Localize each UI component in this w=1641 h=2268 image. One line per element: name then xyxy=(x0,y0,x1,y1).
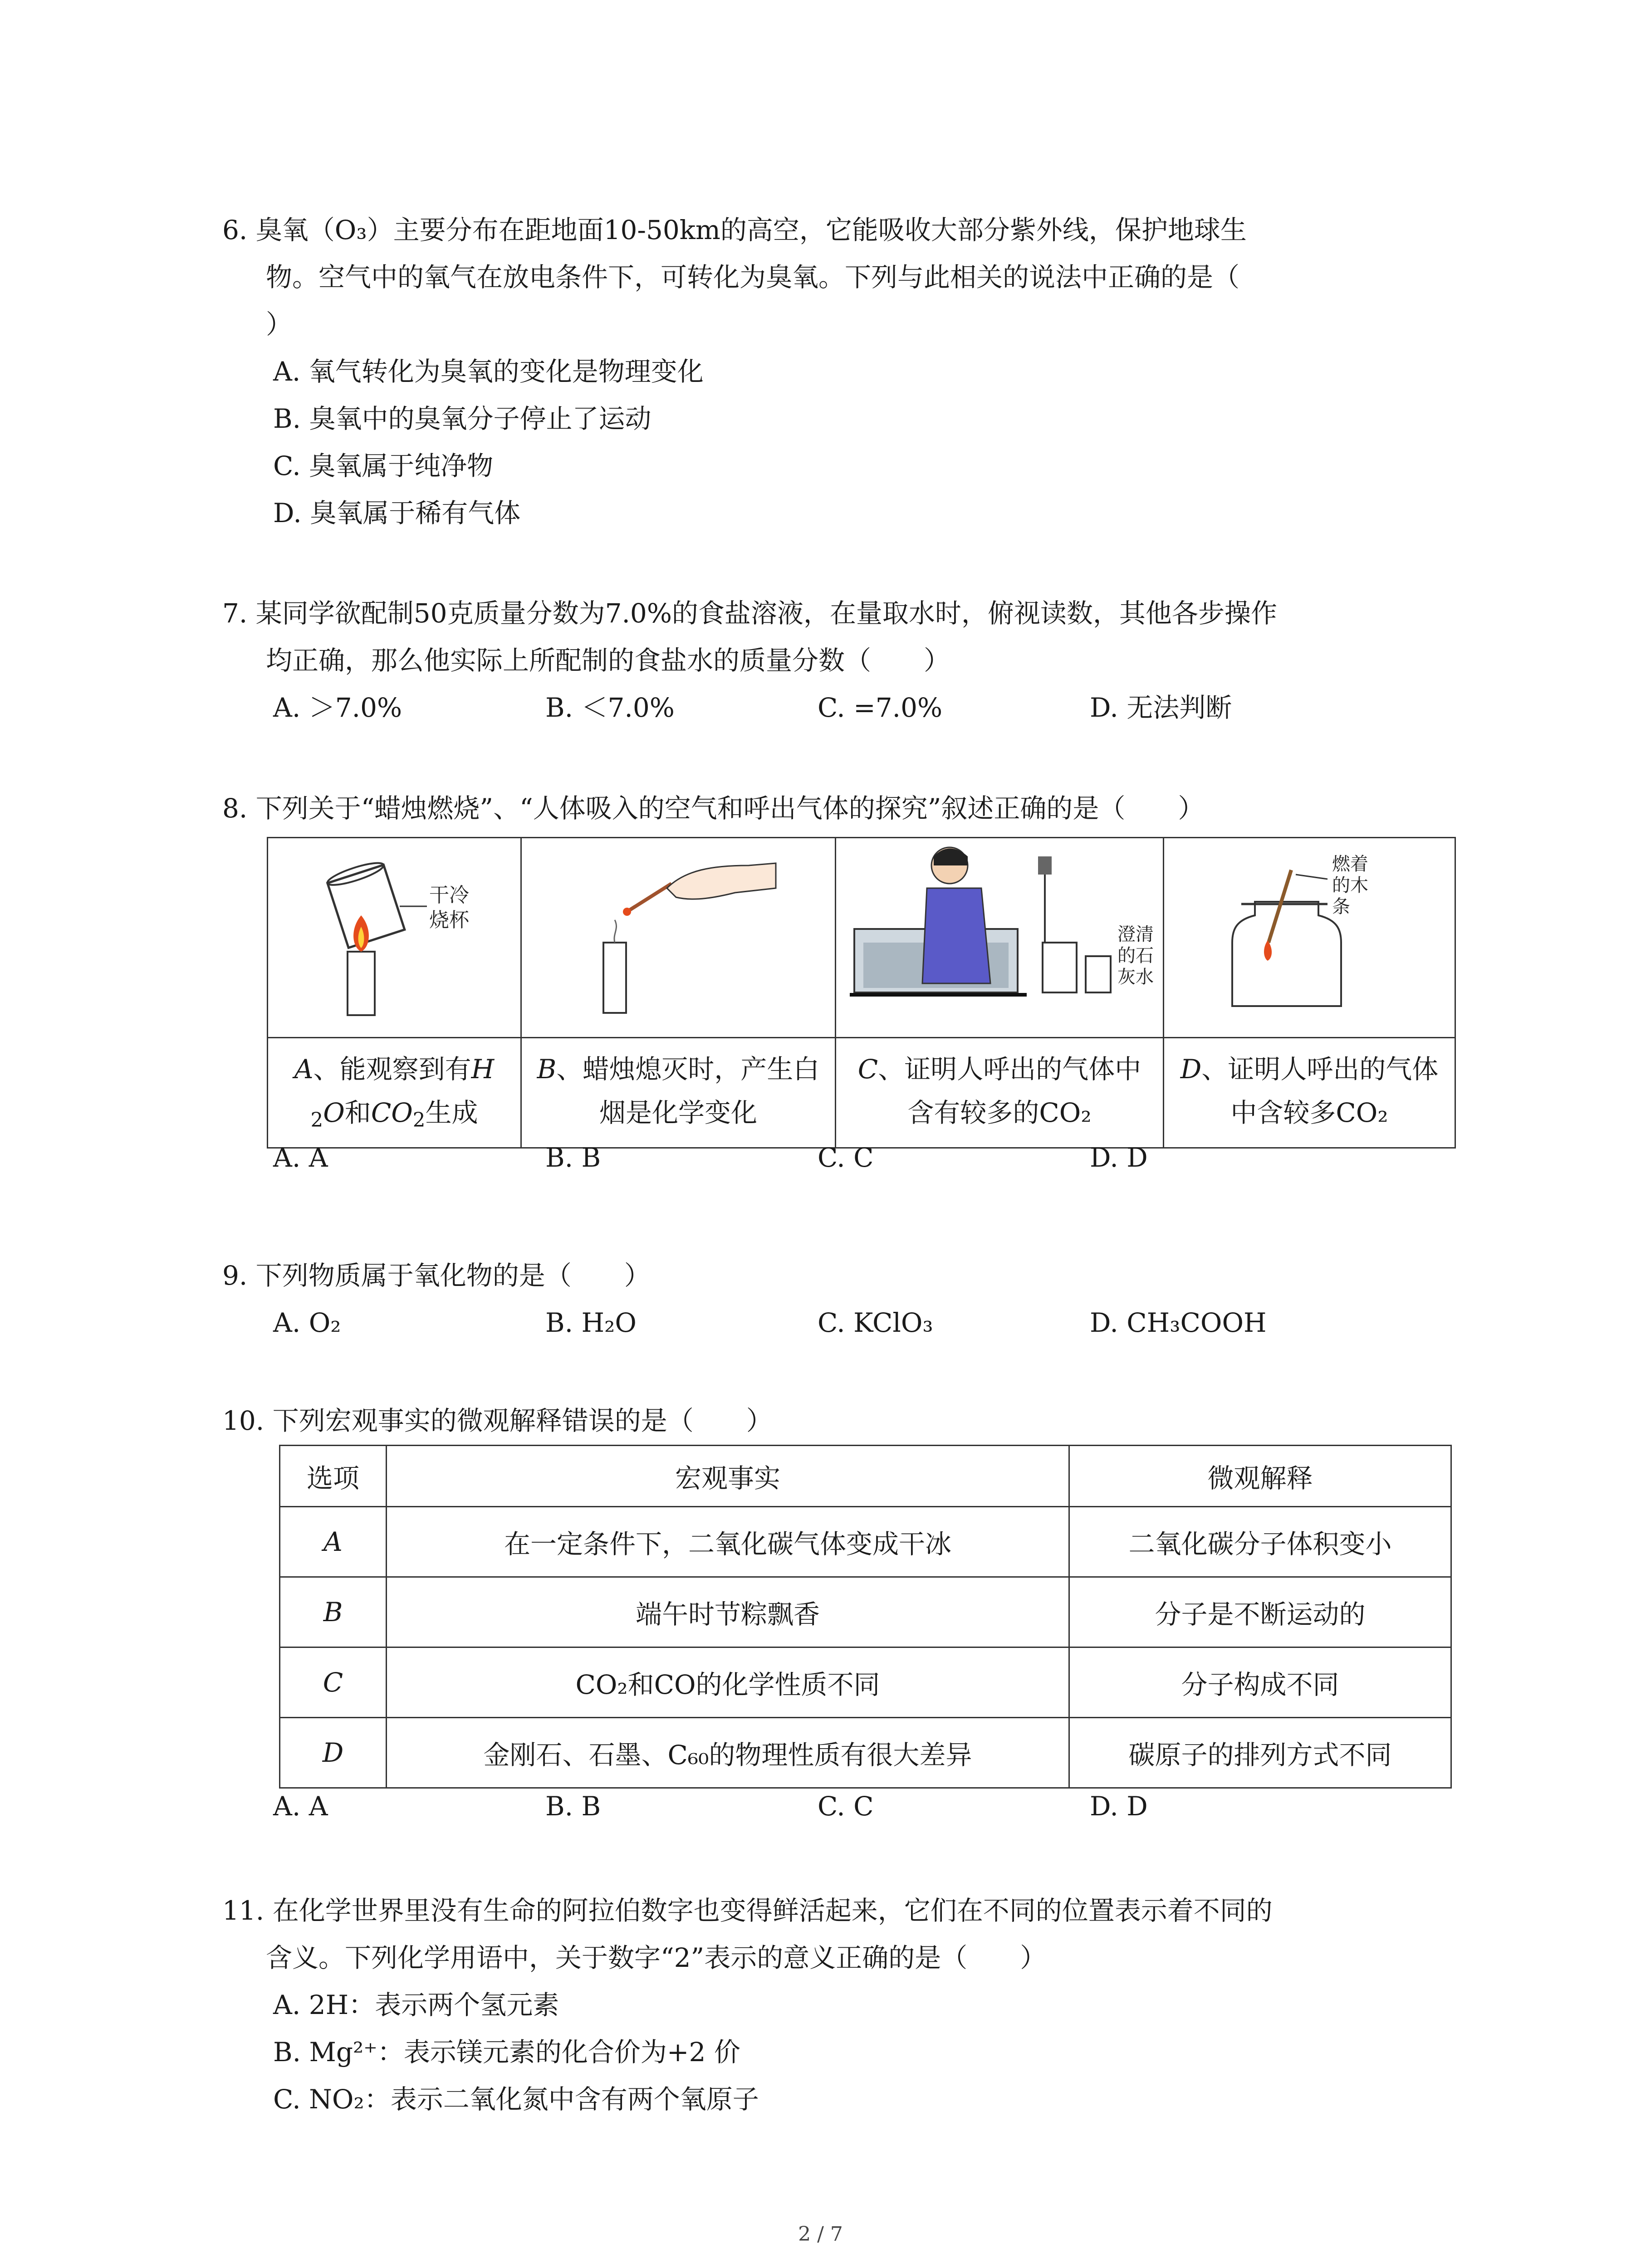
q8-number: 8. xyxy=(222,793,248,824)
q10-header-option: 选项 xyxy=(280,1446,387,1507)
label-strip: 条 xyxy=(1332,896,1350,917)
q6-option-c: C. 臭氧属于纯净物 xyxy=(273,450,494,481)
q8-option-c: C. C xyxy=(818,1142,874,1173)
table-row: A 在一定条件下，二氧化碳气体变成干冰 二氧化碳分子体积变小 xyxy=(280,1507,1451,1577)
exhaled-gas-collection-illustration xyxy=(836,838,1163,1024)
label-water: 灰水 xyxy=(1117,967,1154,987)
q10-options xyxy=(222,1783,1447,1830)
question-9 xyxy=(222,1252,1447,1346)
q7-option-a: A. ＞7.0% xyxy=(273,692,402,723)
page-number: 2 / 7 xyxy=(798,2223,843,2246)
q6-line3: ） xyxy=(266,309,293,340)
q10-option-a: A. A xyxy=(273,1791,328,1822)
q9-option-d: D. CH₃COOH xyxy=(1090,1307,1267,1338)
q7-number: 7. xyxy=(222,598,248,629)
candle-beaker-illustration xyxy=(268,838,520,1024)
q11-number: 11. xyxy=(222,1895,265,1926)
q8-caption-a: A、能观察到有H $_2$O和$CO_2$生成 xyxy=(268,1038,521,1148)
q8-caption-b: B、蜡烛熄灭时，产生白烟是化学变化 xyxy=(521,1038,836,1148)
q8-option-a: A. A xyxy=(273,1142,328,1173)
q8-options-block xyxy=(222,1134,1447,1181)
q9-number: 9. xyxy=(222,1260,248,1291)
question-8 xyxy=(222,785,1447,832)
q9-option-a: A. O₂ xyxy=(273,1307,341,1338)
q10-header-fact: 宏观事实 xyxy=(387,1446,1069,1507)
candle-extinguished-illustration xyxy=(522,838,835,1024)
question-7 xyxy=(222,590,1447,731)
q7-options xyxy=(222,684,1447,731)
table-row: D 金刚石、石墨、C₆₀的物理性质有很大差异 碳原子的排列方式不同 xyxy=(280,1718,1451,1788)
q11-line1: 11. 在化学世界里没有生命的阿拉伯数字也变得鲜活起来，它们在不同的位置表示着不同的 xyxy=(222,1895,1273,1926)
q8-stem: 8. 下列关于“蜡烛燃烧”、“人体吸入的空气和呼出气体的探究”叙述正确的是（ ） xyxy=(222,793,1205,824)
q11-option-b: B. Mg²⁺：表示镁元素的化合价为+2 价 xyxy=(273,2037,740,2068)
q9-option-b: B. H₂O xyxy=(545,1307,637,1338)
q10-option-d: D. D xyxy=(1090,1791,1148,1822)
label-lime: 的石 xyxy=(1117,945,1154,966)
q10-number: 10. xyxy=(222,1405,265,1436)
q6-line1: 6. 臭氧（O₃）主要分布在距地面10-50km的高空，它能吸收大部分紫外线，保护地球生 xyxy=(222,215,1247,245)
q6-line2: 物。空气中的氧气在放电条件下，可转化为臭氧。下列与此相关的说法中正确的是（ xyxy=(266,262,1240,293)
q10-header-explanation: 微观解释 xyxy=(1069,1446,1451,1507)
q10-stem: 10. 下列宏观事实的微观解释错误的是（ ） xyxy=(222,1405,773,1436)
q7-line2: 均正确，那么他实际上所配制的食盐水的质量分数（ ） xyxy=(266,645,950,676)
q7-option-b: B. ＜7.0% xyxy=(545,692,675,723)
label-burning: 燃着 xyxy=(1332,854,1368,875)
table-row: C CO₂和CO的化学性质不同 分子构成不同 xyxy=(280,1647,1451,1718)
q8-option-d: D. D xyxy=(1090,1142,1148,1173)
q7-line1: 7. 某同学欲配制50克质量分数为7.0%的食盐溶液，在量取水时，俯视读数，其他各步操作 xyxy=(222,598,1277,629)
q7-option-c: C. =7.0% xyxy=(818,692,943,723)
q8-image-d-cell xyxy=(1164,838,1455,1038)
q6-number: 6. xyxy=(222,215,248,245)
question-11 xyxy=(222,1887,1447,2123)
q10-option-b: B. B xyxy=(545,1791,601,1822)
label-clear: 澄清 xyxy=(1117,924,1154,945)
label-wood: 的木 xyxy=(1332,875,1368,896)
question-6 xyxy=(222,206,1447,537)
table-row: B 端午时节粽飘香 分子是不断运动的 xyxy=(280,1577,1451,1647)
q6-option-a: A. 氧气转化为臭氧的变化是物理变化 xyxy=(273,356,704,387)
q10-option-c: C. C xyxy=(818,1791,874,1822)
burning-splint-bottle-illustration xyxy=(1164,838,1455,1024)
q9-option-c: C. KClO₃ xyxy=(818,1307,933,1338)
q10-options-block xyxy=(222,1783,1447,1830)
q8-options xyxy=(222,1134,1447,1181)
q8-image-b-cell xyxy=(521,838,836,1038)
q10-table xyxy=(279,1445,1452,1789)
q8-image-a-cell xyxy=(268,838,521,1038)
q11-line2: 含义。下列化学用语中，关于数字“2”表示的意义正确的是（ ） xyxy=(266,1942,1047,1973)
question-10 xyxy=(222,1397,1447,1444)
q8-caption-c: C、证明人呼出的气体中含有较多的CO₂ xyxy=(836,1038,1164,1148)
q7-option-d: D. 无法判断 xyxy=(1090,692,1232,723)
q9-options xyxy=(222,1299,1447,1346)
q11-option-c: C. NO₂：表示二氧化氮中含有两个氧原子 xyxy=(273,2084,759,2115)
q9-stem: 9. 下列物质属于氧化物的是（ ） xyxy=(222,1260,651,1291)
q8-option-b: B. B xyxy=(545,1142,601,1173)
q11-option-a: A. 2H：表示两个氢元素 xyxy=(273,1989,559,2020)
label-beaker: 烧杯 xyxy=(429,909,469,932)
q10-header-row xyxy=(280,1446,1451,1507)
q8-table xyxy=(267,837,1456,1149)
q6-option-b: B. 臭氧中的臭氧分子停止了运动 xyxy=(273,403,652,434)
q8-caption-d: D、证明人呼出的气体中含较多CO₂ xyxy=(1164,1038,1455,1148)
q6-option-d: D. 臭氧属于稀有气体 xyxy=(273,498,521,528)
label-dry-cold: 干冷 xyxy=(429,884,469,907)
q8-image-c-cell xyxy=(836,838,1164,1038)
